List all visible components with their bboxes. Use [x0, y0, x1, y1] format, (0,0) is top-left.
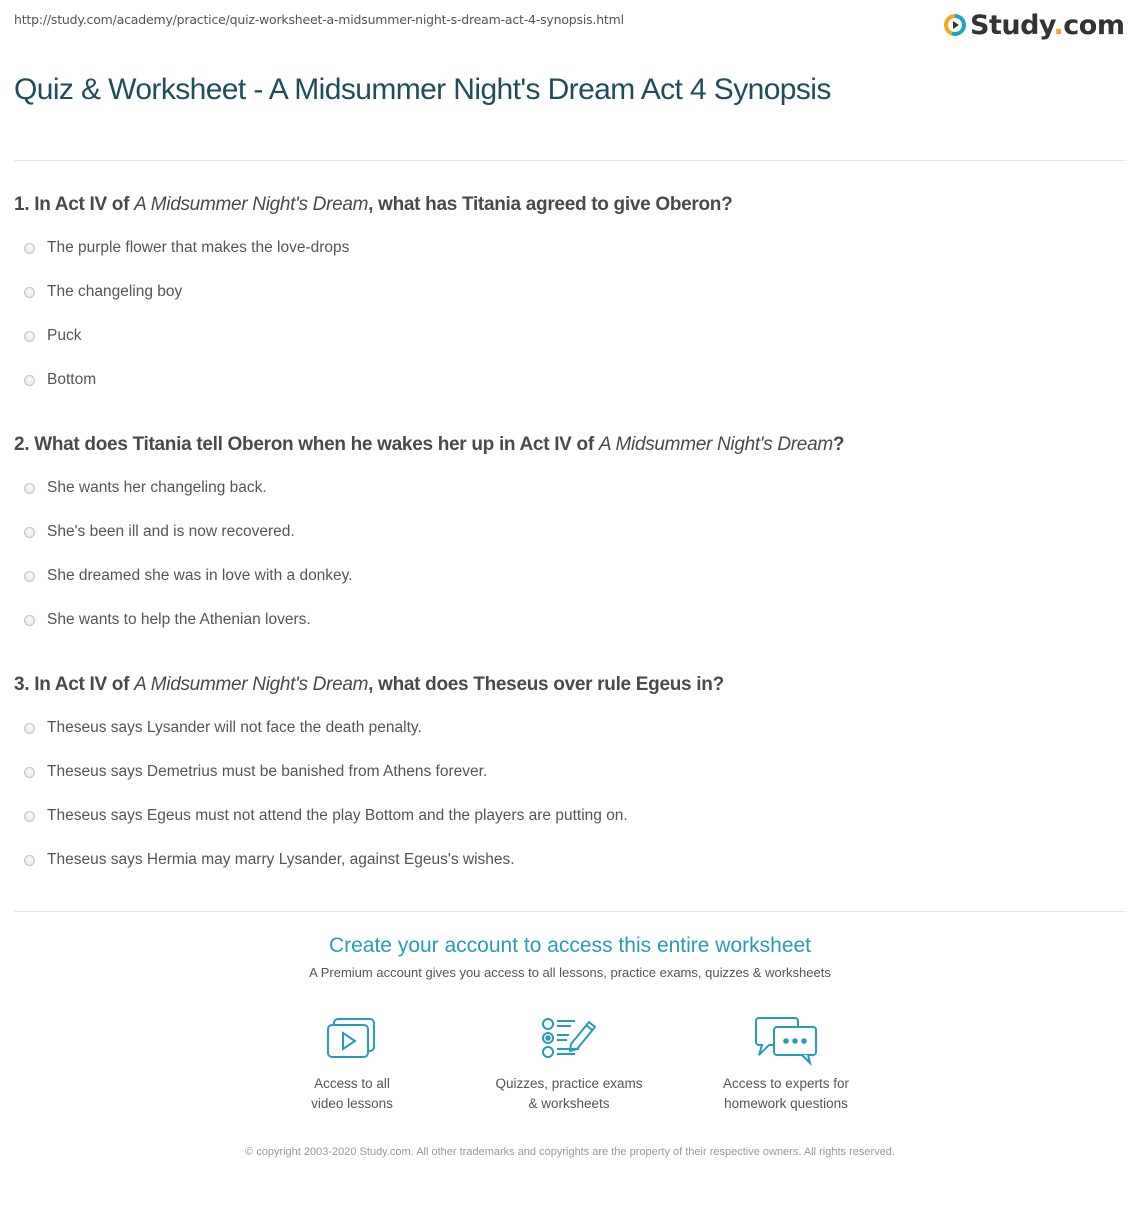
answer-option[interactable]: She wants her changeling back.	[24, 479, 267, 497]
page-title: Quiz & Worksheet - A Midsummer Night's Dream Act 4 Synopsis	[14, 73, 831, 106]
copyright-text: © copyright 2003-2020 Study.com. All other trademarks and copyrights are the property of their respective owners. All rights reserved.	[245, 1146, 895, 1158]
radio-button[interactable]	[24, 811, 35, 822]
play-circle-icon	[944, 14, 966, 36]
question-2: 2. What does Titania tell Oberon when he wakes her up in Act IV of A Midsummer Night's Dream?	[14, 434, 845, 455]
answer-option[interactable]: Theseus says Lysander will not face the death penalty.	[24, 719, 422, 737]
answer-option[interactable]: The purple flower that makes the love-drops	[24, 239, 349, 257]
radio-button[interactable]	[24, 571, 35, 582]
study-com-logo[interactable]	[944, 8, 1125, 42]
answer-option[interactable]: She wants to help the Athenian lovers.	[24, 611, 311, 629]
answer-option[interactable]: Puck	[24, 327, 81, 345]
feature-label: Access to all video lessons	[311, 1076, 393, 1111]
cta-subtitle: A Premium account gives you access to all lessons, practice exams, quizzes & worksheets	[309, 965, 831, 980]
answer-option[interactable]: Theseus says Egeus must not attend the play Bottom and the players are putting on.	[24, 807, 628, 825]
create-account-link[interactable]: Create your account to access this entire worksheet	[328, 934, 812, 957]
chat-bubbles-icon	[754, 1016, 818, 1066]
answer-option[interactable]: Theseus says Demetrius must be banished from Athens forever.	[24, 763, 487, 781]
logo-text: Study.com	[970, 9, 1125, 41]
radio-button[interactable]	[24, 767, 35, 778]
video-lessons-icon	[326, 1016, 378, 1060]
answer-option[interactable]: The changeling boy	[24, 283, 182, 301]
radio-button[interactable]	[24, 483, 35, 494]
feature-experts	[686, 1016, 886, 1114]
feature-label: Quizzes, practice exams & worksheets	[495, 1076, 643, 1111]
answer-option[interactable]: Theseus says Hermia may marry Lysander, against Egeus's wishes.	[24, 851, 515, 869]
feature-quizzes	[469, 1016, 669, 1114]
radio-button[interactable]	[24, 615, 35, 626]
question-3: 3. In Act IV of A Midsummer Night's Dream, what does Theseus over rule Egeus in?	[14, 674, 724, 695]
radio-button[interactable]	[24, 855, 35, 866]
radio-button[interactable]	[24, 723, 35, 734]
title-divider	[14, 160, 1126, 161]
radio-button[interactable]	[24, 331, 35, 342]
page-url: http://study.com/academy/practice/quiz-worksheet-a-midsummer-night-s-dream-act-4-synopsis.html	[14, 12, 624, 27]
answer-option[interactable]: She dreamed she was in love with a donkey.	[24, 567, 353, 585]
radio-button[interactable]	[24, 243, 35, 254]
radio-button[interactable]	[24, 287, 35, 298]
question-1: 1. In Act IV of A Midsummer Night's Dream, what has Titania agreed to give Oberon?	[14, 194, 733, 215]
feature-label: Access to experts for homework questions	[722, 1076, 850, 1111]
answer-option[interactable]: Bottom	[24, 371, 96, 389]
radio-button[interactable]	[24, 527, 35, 538]
section-divider	[14, 911, 1126, 912]
radio-button[interactable]	[24, 375, 35, 386]
answer-option[interactable]: She's been ill and is now recovered.	[24, 523, 295, 541]
quiz-checklist-icon	[541, 1016, 597, 1060]
feature-video-lessons	[252, 1016, 452, 1114]
